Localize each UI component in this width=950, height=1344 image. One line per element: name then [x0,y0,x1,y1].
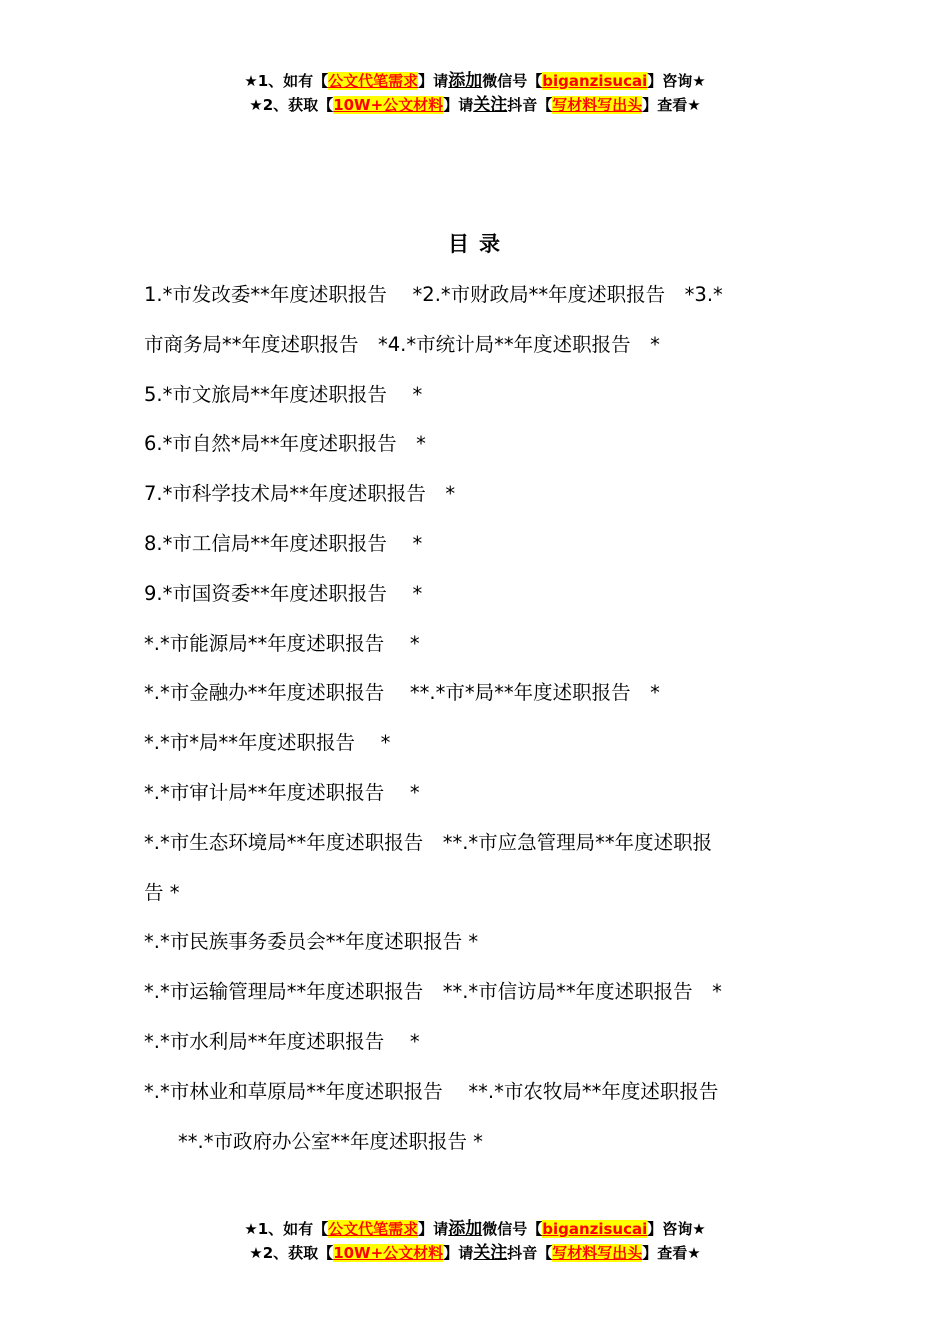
toc-title: 目录 [448,232,510,256]
toc-line: 9.*市国资委**年度述职报告 * [144,581,423,605]
toc-line: *.*市林业和草原局**年度述职报告 **.*市农牧局**年度述职报告 [144,1079,719,1103]
toc-line: 市商务局**年度述职报告 *4.*市统计局**年度述职报告 * [144,332,660,356]
footer-banner [0,1217,950,1265]
toc-line: 1.*市发改委**年度述职报告 *2.*市财政局**年度述职报告 *3.* [144,283,723,306]
toc-line: **.*市政府办公室**年度述职报告 * [178,1129,483,1153]
toc-line: *.*市审计局**年度述职报告 * [144,780,420,804]
table-of-contents [144,270,824,1166]
highlight-materials: 10W+公文材料 [333,1244,444,1262]
toc-line: 5.*市文旅局**年度述职报告 * [144,382,423,406]
highlight-douyin-id: 写材料写出头 [552,1244,643,1262]
highlight-service: 公文代笔需求 [328,1220,419,1238]
toc-line: 7.*市科学技术局**年度述职报告 * [144,482,456,506]
banner-line-2: ★2、获取【10W+公文材料】请关注抖音【写材料写出头】查看★ [249,95,701,115]
banner-line-1: ★1、如有【公文代笔需求】请添加微信号【biganzisucai】咨询★ [244,71,706,91]
toc-line: *.*市生态环境局**年度述职报告 **.*市应急管理局**年度述职报 [144,830,713,854]
toc-line: *.*市金融办**年度述职报告 **.*市*局**年度述职报告 * [144,681,660,705]
highlight-service: 公文代笔需求 [328,72,419,90]
toc-line: 8.*市工信局**年度述职报告 * [144,531,423,555]
toc-line: *.*市水利局**年度述职报告 * [144,1029,420,1053]
highlight-wechat-id: biganzisucai [542,1220,648,1238]
highlight-douyin-id: 写材料写出头 [552,96,643,114]
header-banner [0,69,950,117]
toc-line: *.*市运输管理局**年度述职报告 **.*市信访局**年度述职报告 * [144,980,722,1004]
highlight-materials: 10W+公文材料 [333,96,444,114]
highlight-wechat-id: biganzisucai [542,72,648,90]
banner-line-1: ★1、如有【公文代笔需求】请添加微信号【biganzisucai】咨询★ [244,1219,706,1239]
toc-line: 6.*市自然*局**年度述职报告 * [144,432,426,456]
toc-line: 告 * [144,880,180,904]
toc-line: *.*市*局**年度述职报告 * [144,731,391,755]
toc-line: *.*市能源局**年度述职报告 * [144,631,420,655]
banner-line-2: ★2、获取【10W+公文材料】请关注抖音【写材料写出头】查看★ [249,1243,701,1263]
toc-line: *.*市民族事务委员会**年度述职报告 * [144,930,479,954]
